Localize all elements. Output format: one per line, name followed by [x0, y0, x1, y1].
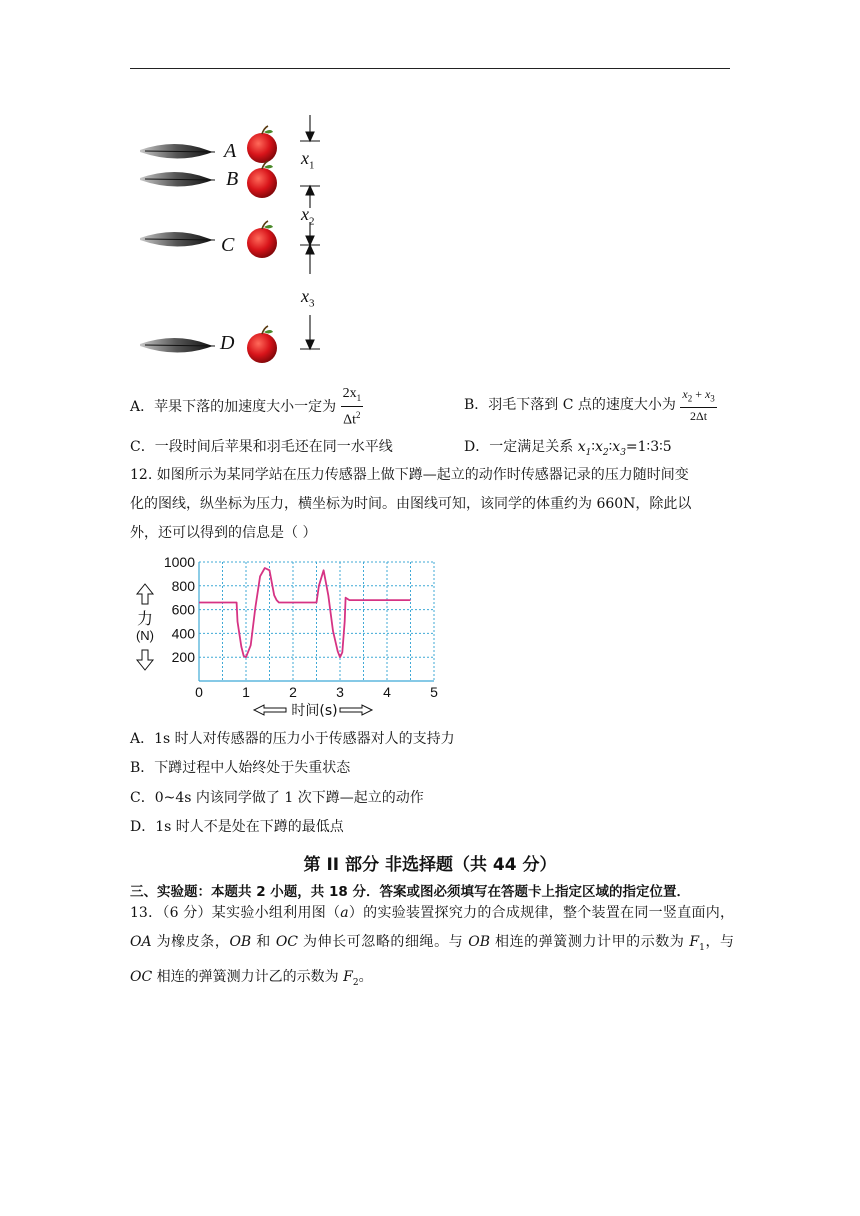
y-tick-label: 200 [171, 649, 195, 666]
distance-label-x2: $x_2$ [301, 204, 315, 228]
feather-d-icon [140, 338, 215, 353]
feather-apple-figure [135, 110, 355, 370]
x-axis-label: 时间(s) [291, 703, 338, 719]
header-rule [130, 68, 730, 69]
q11-option-d: D．一定满足关系 $x_1∶x_2∶x_3=1∶3∶5$ [464, 439, 672, 458]
feather-b-icon [140, 172, 215, 187]
force-series-line [199, 568, 411, 657]
x-tick-label: 3 [336, 684, 344, 700]
y-tick-label: 800 [171, 577, 195, 594]
y-tick-label: 600 [171, 601, 195, 618]
section-3-instruction: 三、实验题：本题共 2 小题，共 18 分．答案或图必须填写在答题卡上指定区域的指定位置． [130, 884, 690, 900]
up-double-arrow-icon [137, 584, 153, 604]
right-double-arrow-icon [340, 705, 372, 715]
y-axis-unit: (N) [135, 628, 155, 643]
apple-d-icon [247, 326, 277, 363]
q12-stem-line-2: 化的图线，纵坐标为压力，横坐标为时间。由图线可知，该同学的体重约为 660N，除此以 [130, 496, 692, 512]
q12-option-d: D．1s 时人不是处在下蹲的最低点 [130, 819, 344, 835]
feather-c-icon [140, 232, 215, 247]
q12-stem-line-1: 12. 如图所示为某同学站在压力传感器上做下蹲—起立的动作时传感器记录的压力随时间变 [130, 467, 689, 483]
distance-label-x1: $x_1$ [301, 148, 315, 172]
y-axis-label: 力 [136, 609, 154, 628]
q12-option-c: C．0~4s 内该同学做了 1 次下蹲—起立的动作 [130, 790, 424, 806]
q13-stem: 13．（6 分）某实验小组利用图（a）的实验装置探究力的合成规律，整个装置在同一竖直面内，OA 为橡皮条，OB 和 OC 为伸长可忽略的细绳。与 OB 相连的弹簧测力计甲的示数为 $F_1$，与 OC 相连的弹簧测力计乙的示数为 $F_2$。 [130, 905, 735, 988]
apple-c-icon [247, 221, 277, 258]
left-double-arrow-icon [254, 705, 286, 715]
down-double-arrow-icon [137, 650, 153, 670]
q11-option-c: C．一段时间后苹果和羽毛还在同一水平线 [130, 439, 393, 455]
q11-option-b-fraction: $\frac{x_2 + x_3}{2\Delta t}$ [682, 387, 715, 423]
distance-label-x3: $x_3$ [301, 286, 315, 310]
point-label-c: C [221, 234, 235, 256]
x-tick-label: 5 [430, 684, 438, 700]
x-tick-label: 0 [195, 684, 203, 700]
y-tick-label: 400 [171, 625, 195, 642]
force-time-chart [128, 552, 458, 722]
section-2-heading: 第 II 部分 非选择题（共 44 分） [303, 855, 557, 875]
q11-option-b: B．羽毛下落到 C 点的速度大小为 $\frac{x_2 + x_3}{2\Delta t}$ [464, 387, 715, 423]
q12-option-b: B．下蹲过程中人始终处于失重状态 [130, 760, 351, 776]
feather-a-icon [140, 144, 215, 159]
apple-b-icon [247, 161, 277, 198]
q12-option-a: A．1s 时人对传感器的压力小于传感器对人的支持力 [130, 731, 455, 747]
q12-stem-line-3: 外，还可以得到的信息是（ ） [130, 525, 317, 541]
q11-option-a: A．苹果下落的加速度大小一定为 $\frac{2x_1}{\Delta t^2}$ [130, 386, 362, 428]
point-label-d: D [220, 332, 235, 354]
y-tick-label: 1000 [163, 554, 195, 570]
x-tick-label: 2 [289, 684, 297, 700]
point-label-a: A [224, 140, 237, 162]
x-tick-label: 1 [242, 684, 250, 700]
x-tick-label: 4 [383, 684, 391, 700]
point-label-b: B [226, 168, 239, 190]
apple-a-icon [247, 126, 277, 163]
q11-option-a-fraction: $\frac{2x_1}{\Delta t^2}$ [342, 386, 362, 428]
